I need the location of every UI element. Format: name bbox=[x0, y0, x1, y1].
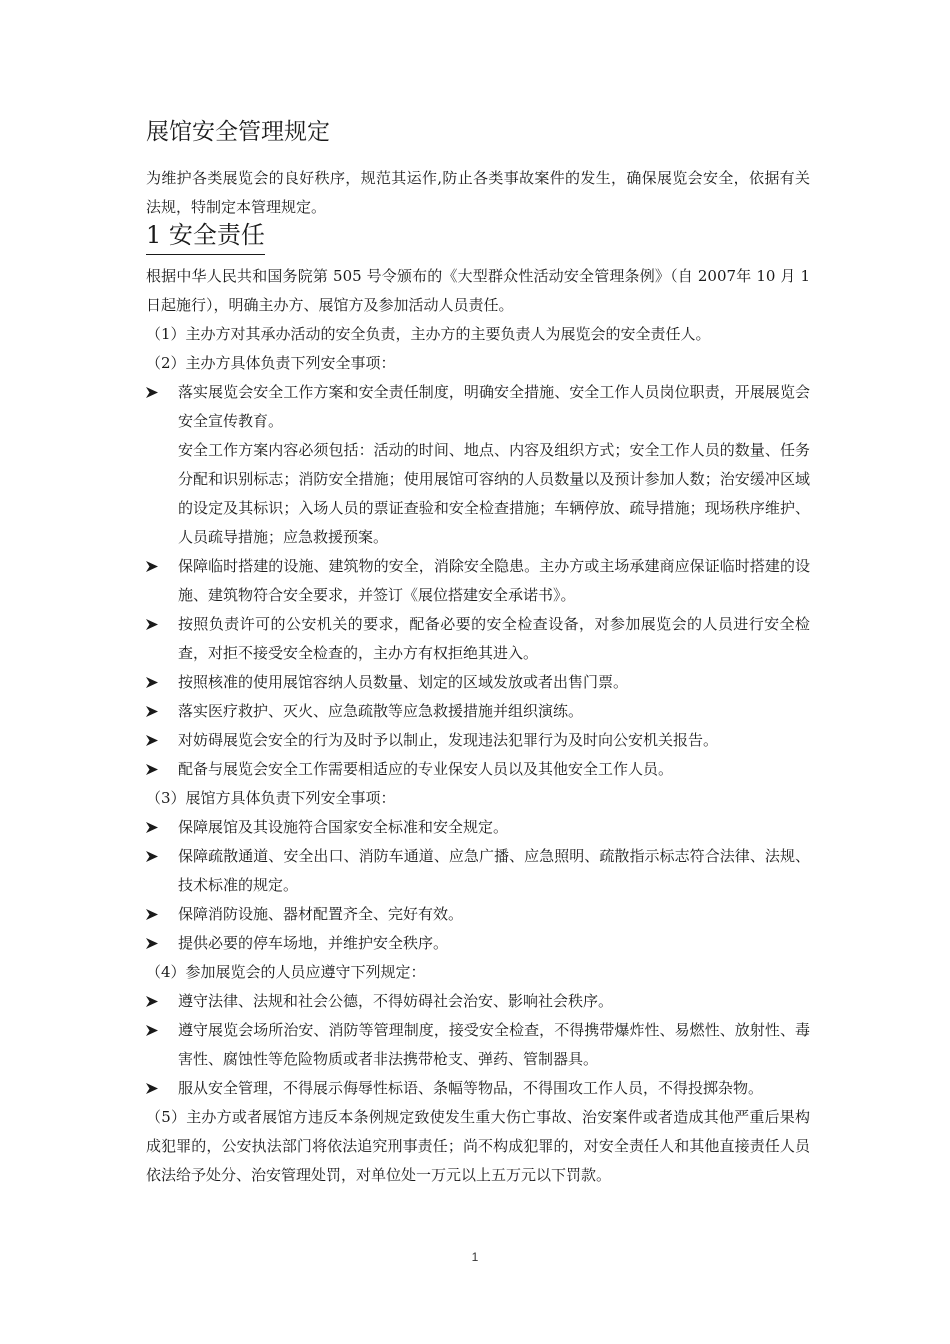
arrow-bullet-icon bbox=[146, 726, 160, 755]
section-body bbox=[146, 262, 810, 1190]
arrow-bullet-icon bbox=[146, 929, 160, 958]
item-2: （2）主办方具体负责下列安全事项： bbox=[146, 354, 396, 372]
list-item: 按照核准的使用展馆容纳人员数量、划定的区域发放或者出售门票。 bbox=[146, 668, 810, 697]
item-4: （4）参加展览会的人员应遵守下列规定： bbox=[146, 963, 426, 981]
arrow-bullet-icon bbox=[146, 610, 160, 639]
arrow-bullet-icon bbox=[146, 987, 160, 1016]
document-title: 展馆安全管理规定 bbox=[146, 119, 330, 145]
arrow-bullet-icon bbox=[146, 378, 160, 407]
list-item: 按照负责许可的公安机关的要求，配备必要的安全检查设备，对参加展览会的人员进行安全检查，对拒不接受安全检查的，主办方有权拒绝其进入。 bbox=[146, 610, 810, 668]
list-item: 对妨碍展览会安全的行为及时予以制止，发现违法犯罪行为及时向公安机关报告。 bbox=[146, 726, 810, 755]
arrow-bullet-icon bbox=[146, 697, 160, 726]
arrow-bullet-icon bbox=[146, 842, 160, 871]
plan-content-paragraph: 安全工作方案内容必须包括：活动的时间、地点、内容及组织方式；安全工作人员的数量、任务分配和识别标志；消防安全措施；使用展馆可容纳的人员数量以及预计参加人数；治安缓冲区域的设定及其标识；入场人员的票证查验和安全检查措施；车辆停放、疏导措施；现场秩序维护、人员疏导措施；应急救援预案。 bbox=[178, 441, 810, 546]
item-3: （3）展馆方具体负责下列安全事项： bbox=[146, 789, 396, 807]
list-item: 提供必要的停车场地，并维护安全秩序。 bbox=[146, 929, 810, 958]
arrow-bullet-icon bbox=[146, 668, 160, 697]
arrow-bullet-icon bbox=[146, 1016, 160, 1045]
item-5: （5）主办方或者展馆方违反本条例规定致使发生重大伤亡事故、治安案件或者造成其他严重后果构成犯罪的，公安执法部门将依法追究刑事责任；尚不构成犯罪的，对安全责任人和其他直接责任人员依法给予处分、治安管理处罚，对单位处一万元以上五万元以下罚款。 bbox=[146, 1108, 810, 1184]
arrow-bullet-icon bbox=[146, 813, 160, 842]
page-number: 1 bbox=[471, 1250, 479, 1264]
list-item: 落实展览会安全工作方案和安全责任制度，明确安全措施、安全工作人员岗位职责，开展展览会安全宣传教育。 bbox=[146, 378, 810, 436]
list-item: 保障临时搭建的设施、建筑物的安全，消除安全隐患。主办方或主场承建商应保证临时搭建的设施、建筑物符合安全要求，并签订《展位搭建安全承诺书》。 bbox=[146, 552, 810, 610]
list-item: 落实医疗救护、灭火、应急疏散等应急救援措施并组织演练。 bbox=[146, 697, 810, 726]
list-item: 配备与展览会安全工作需要相适应的专业保安人员以及其他安全工作人员。 bbox=[146, 755, 810, 784]
list-item: 保障疏散通道、安全出口、消防车通道、应急广播、应急照明、疏散指示标志符合法律、法规、技术标准的规定。 bbox=[146, 842, 810, 900]
list-item: 保障消防设施、器材配置齐全、完好有效。 bbox=[146, 900, 810, 929]
arrow-bullet-icon bbox=[146, 900, 160, 929]
list-item: 遵守展览会场所治安、消防等管理制度，接受安全检查，不得携带爆炸性、易燃性、放射性、毒害性、腐蚀性等危险物质或者非法携带枪支、弹药、管制器具。 bbox=[146, 1016, 810, 1074]
list-item: 保障展馆及其设施符合国家安全标准和安全规定。 bbox=[146, 813, 810, 842]
section-heading: 1 安全责任 bbox=[146, 218, 265, 255]
intro-paragraph: 为维护各类展览会的良好秩序，规范其运作,防止各类事故案件的发生，确保展览会安全，依据有关法规，特制定本管理规定。 bbox=[146, 169, 810, 216]
item-1: （1）主办方对其承办活动的安全负责，主办方的主要负责人为展览会的安全责任人。 bbox=[146, 325, 711, 343]
arrow-bullet-icon bbox=[146, 1074, 160, 1103]
list-item: 服从安全管理，不得展示侮辱性标语、条幅等物品，不得围攻工作人员，不得投掷杂物。 bbox=[146, 1074, 810, 1103]
list-item: 遵守法律、法规和社会公德，不得妨碍社会治安、影响社会秩序。 bbox=[146, 987, 810, 1016]
arrow-bullet-icon bbox=[146, 552, 160, 581]
arrow-bullet-icon bbox=[146, 755, 160, 784]
legal-basis-paragraph: 根据中华人民共和国务院第 505 号令颁布的《大型群众性活动安全管理条例》（自 2007年 10 月 1 日起施行），明确主办方、展馆方及参加活动人员责任。 bbox=[146, 267, 810, 314]
